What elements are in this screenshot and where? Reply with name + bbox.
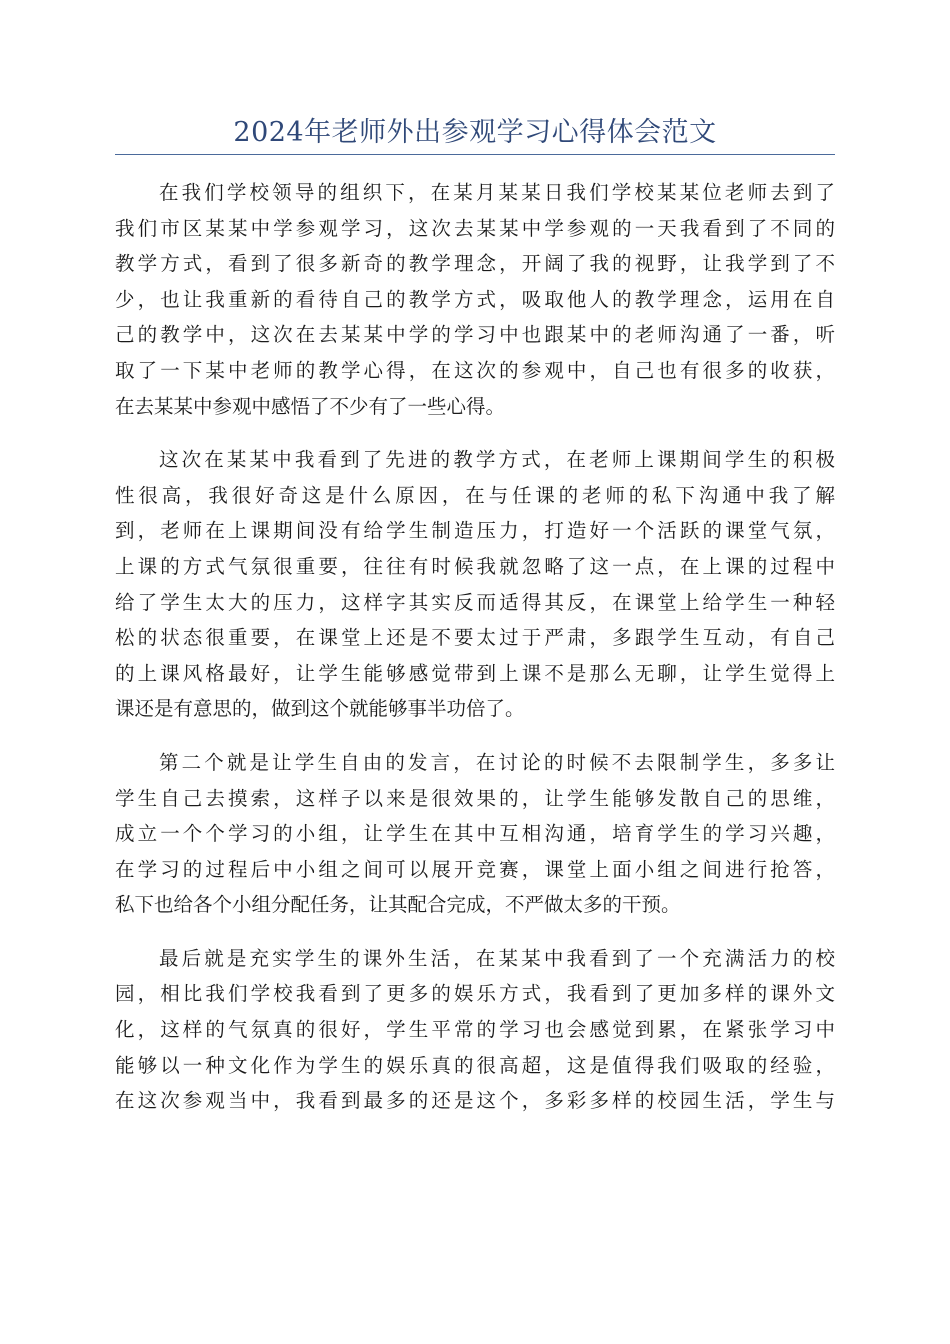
text-line: 松的状态很重要，在课堂上还是不要太过于严肃，多跟学生互动，有自己 [115, 626, 835, 650]
text-line: 成立一个个学习的小组，让学生在其中互相沟通，培育学生的学习兴趣， [115, 822, 835, 846]
text-line: 教学方式，看到了很多新奇的教学理念，开阔了我的视野，让我学到了不 [115, 252, 835, 276]
text-line: 园，相比我们学校我看到了更多的娱乐方式，我看到了更加多样的课外文 [115, 982, 835, 1006]
document-body [115, 175, 835, 1137]
text-line: 在这次参观当中，我看到最多的还是这个，多彩多样的校园生活，学生与 [115, 1089, 835, 1113]
text-line: 上课的方式气氛很重要，往往有时候我就忽略了这一点，在上课的过程中 [115, 554, 835, 578]
text-line: 私下也给各个小组分配任务，让其配合完成，不严做太多的干预。 [115, 893, 681, 917]
text-line: 能够以一种文化作为学生的娱乐真的很高超，这是值得我们吸取的经验， [115, 1053, 835, 1077]
text-line: 性很高，我很好奇这是什么原因，在与任课的老师的私下沟通中我了解 [115, 483, 835, 507]
document-title: 2024年老师外出参观学习心得体会范文 [233, 117, 717, 148]
text-line: 化，这样的气氛真的很好，学生平常的学习也会感觉到累，在紧张学习中 [115, 1018, 835, 1042]
text-line: 最后就是充实学生的课外生活，在某某中我看到了一个充满活力的校 [159, 946, 835, 970]
text-line: 少，也让我重新的看待自己的教学方式，吸取他人的教学理念，运用在自 [115, 287, 835, 311]
text-line: 我们市区某某中学参观学习，这次去某某中学参观的一天我看到了不同的 [115, 216, 835, 240]
text-line: 在我们学校领导的组织下，在某月某某日我们学校某某位老师去到了 [159, 181, 835, 204]
text-line: 这次在某某中我看到了先进的教学方式，在老师上课期间学生的积极 [159, 448, 835, 472]
paragraph-2 [115, 442, 835, 727]
text-line: 在去某某中参观中感悟了不少有了一些心得。 [115, 394, 506, 418]
title-underline [115, 154, 835, 155]
text-line: 在学习的过程后中小组之间可以展开竞赛，课堂上面小组之间进行抢答， [115, 857, 835, 881]
text-line: 到，老师在上课期间没有给学生制造压力，打造好一个活跃的课堂气氛， [115, 519, 835, 543]
text-line: 己的教学中，这次在去某某中学的学习中也跟某中的老师沟通了一番，听 [115, 323, 835, 347]
text-line: 给了学生太大的压力，这样字其实反而适得其反，在课堂上给学生一种轻 [115, 590, 835, 614]
paragraph-4 [115, 941, 835, 1119]
text-line: 的上课风格最好，让学生能够感觉带到上课不是那么无聊，让学生觉得上 [115, 661, 835, 685]
text-line: 课还是有意思的，做到这个就能够事半功倍了。 [115, 697, 525, 721]
paragraph-3 [115, 745, 835, 923]
paragraph-1 [115, 175, 835, 424]
text-line: 第二个就是让学生自由的发言，在讨论的时候不去限制学生，多多让 [159, 750, 835, 774]
text-line: 取了一下某中老师的教学心得，在这次的参观中，自己也有很多的收获， [115, 358, 835, 382]
text-line: 学生自己去摸索，这样子以来是很效果的，让学生能够发散自己的思维， [115, 786, 835, 810]
